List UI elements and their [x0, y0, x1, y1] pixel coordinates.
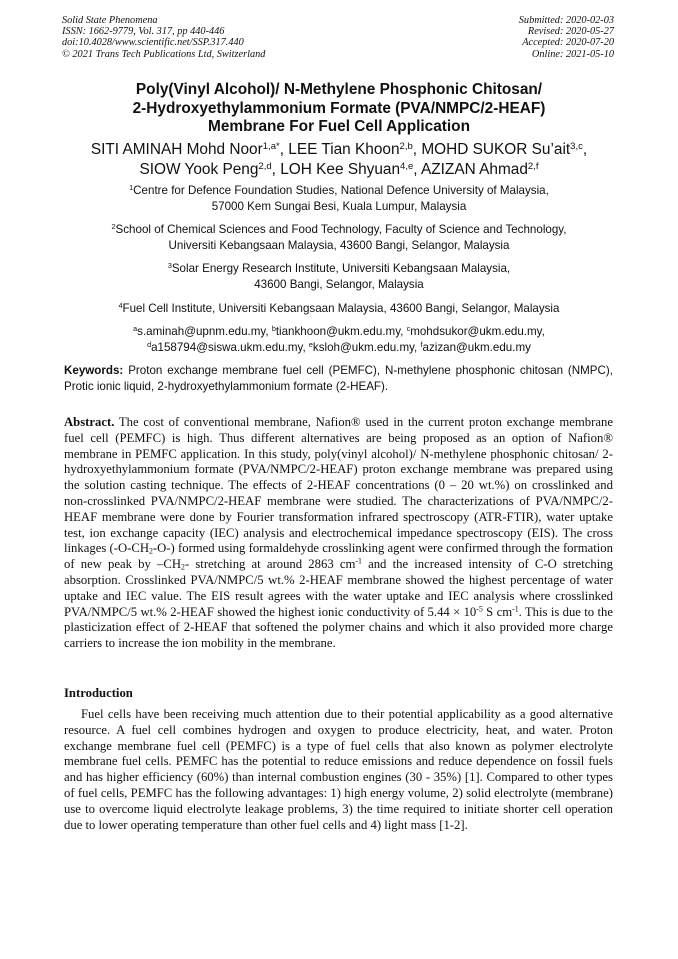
keywords-label: Keywords:: [64, 364, 124, 377]
email-mark: c: [406, 324, 411, 334]
journal-header-right: [519, 15, 614, 60]
email-line: [0, 324, 678, 340]
affiliation-line: [0, 301, 678, 317]
email-mark: a: [133, 324, 138, 334]
author-name: MOHD SUKOR Su’ait: [421, 141, 571, 158]
author-affil-mark: 3,c: [570, 140, 583, 152]
author-line: SIOW Yook Peng$^{2,d}$, LOH Kee Shyuan$^{4,e}$, AZIZAN Ahmad$^{2,f}$: [139, 160, 539, 178]
affiliation: [0, 301, 678, 317]
abstract-subscript: 2: [148, 546, 153, 556]
journal-copyright: © 2021 Trans Tech Publications Ltd, Switzerland: [62, 48, 266, 60]
email-mark: f: [420, 339, 423, 349]
email-link[interactable]: mohdsukor@ukm.edu.my,: [410, 325, 545, 339]
abstract-text: . This is due to the plasticization effect of 2-HEAF that softened the polymer chains and which it also provided more charge carriers to increase the ion mobility in the membrane.: [64, 604, 613, 651]
author-list: [0, 140, 678, 179]
affiliation-number: 3: [167, 261, 172, 271]
journal-header-left: [62, 15, 265, 60]
author-affil-mark: 1,a*: [262, 140, 280, 152]
affiliation-text: School of Chemical Sciences and Food Technology, Faculty of Science and Technology,: [115, 223, 567, 237]
email-link[interactable]: azizan@ukm.edu.my: [422, 340, 531, 354]
affiliation: [0, 222, 678, 253]
author-name: SIOW Yook Peng: [139, 160, 259, 178]
author-name: LEE Tian Khoon: [288, 141, 400, 158]
abstract-text: The cost of conventional membrane, Nafion® used in the current proton exchange membrane fuel cell (PEMFC) is high. Thus different alternatives are being proposed as an option of Nafion® membrane in PEMFC application. In this study, poly(vinyl alcohol)/ N-methylene phosphonic chitosan/ 2-hydroxyethylammonium formate (PVA/NMPC/2-HEAF) proton exchange membrane was prepared using the solution casting technique. The effects of 2-HEAF concentrations (0 – 20 wt.%) on crosslinked and non-crosslinked PVA/NMPC/2-HEAF membrane were studied. The characterizations of PVA/NMPC/2-HEAF membrane were done by Fourier transformation infrared spectroscopy (ATR-FTIR), water uptake test, ion exchange capacity (IEC) analysis and electrochemical impedance spectroscopy (EIS). The cross linkages (-O-CH: [64, 415, 613, 556]
date-revised: Revised: 2020-05-27: [527, 26, 614, 38]
affiliation-text: Centre for Defence Foundation Studies, National Defence University of Malaysia,: [133, 184, 549, 197]
abstract-text: and the increased intensity of C-O stretching absorption. Crosslinked PVA/NMPC/5 wt.% 2-HEAF membrane showed the highest percentage of water uptake and IEC value. The EIS result agrees with the water uptake and IEC analysis where crosslinked PVA/NMPC/5 wt.% 2-HEAF showed the highest ionic conductivity of 5.44 × 10: [64, 557, 613, 619]
author-line: SITI AMINAH Mohd Noor$^{1,a*}$, LEE Tian Khoon$^{2,b}$, MOHD SUKOR Su’ait$^{3,c}$,: [90, 140, 588, 158]
keywords-text: Proton exchange membrane fuel cell (PEMFC), N-methylene phosphonic chitosan (NMPC), Protic ionic liquid, 2-hydroxyethylammonium formate (2-HEAF).: [64, 364, 613, 394]
affiliation-text: Solar Energy Research Institute, Universiti Kebangsaan Malaysia,: [171, 262, 511, 276]
paper-title: [0, 81, 678, 137]
abstract-superscript: -1: [355, 556, 362, 566]
introduction-paragraph: Fuel cells have been receiving much attention due to their potential applicability as a good alternative resource. A fuel cell combines hydrogen and oxygen to produce electricity, heat, and water. Proton exchange membrane fuel cell (PEMFC) is a type of fuel cells that also known as polymer electrolyte membrane fuel cells. PEMFC has the potential to reduce emissions and reduce dependence on fossil fuels and has higher efficiency (60%) than internal combustion engines (30 - 35%) [1]. Compared to other types of fuel cells, PEMFC has the following advantages: 1) high energy volume, 2) solid electrolyte (membrane) use to overcome liquid electrolyte leakage problems, 3) the time required to initiate shorter cell operation due to lower operating temperature than other fuel cells and 4) light mass [1-2].: [64, 707, 613, 832]
affiliation-text: Fuel Cell Institute, Universiti Kebangsaan Malaysia, 43600 Bangi, Selangor, Malaysia: [122, 301, 560, 315]
affiliation-line: 43600 Bangi, Selangor, Malaysia: [254, 277, 424, 291]
abstract-superscript: -1: [512, 604, 519, 614]
author-name: LOH Kee Shyuan: [280, 160, 401, 178]
abstract-block: [64, 415, 613, 652]
affiliation-line: Universiti Kebangsaan Malaysia, 43600 Bangi, Selangor, Malaysia: [168, 238, 510, 252]
title-line: Membrane For Fuel Cell Application: [208, 118, 470, 136]
abstract-text: -O-) formed using formaldehyde crosslinking agent were confirmed through the formation of new peak by –CH: [64, 541, 613, 572]
email-mark: b: [271, 324, 276, 334]
affiliation-number: 1: [129, 183, 134, 193]
date-submitted: Submitted: 2020-02-03: [518, 15, 614, 26]
date-online: Online: 2021-05-10: [531, 48, 614, 60]
affiliation-line: [0, 222, 678, 238]
author-affil-mark: 2,b: [399, 140, 413, 152]
abstract-text: S cm: [482, 604, 513, 619]
author-name: SITI AMINAH Mohd Noor: [90, 141, 263, 158]
abstract-subscript: 2: [181, 562, 185, 572]
title-line: 2-Hydroxyethylammonium Formate (PVA/NMPC/2-HEAF): [132, 99, 546, 117]
email-line: [0, 340, 678, 356]
author-affil-mark: 4,e: [400, 160, 414, 172]
author-affil-mark: 2,d: [258, 160, 272, 172]
email-link[interactable]: a158794@siswa.ukm.edu.my,: [151, 340, 306, 354]
email-link[interactable]: tiankhoon@ukm.edu.my,: [275, 325, 404, 339]
title-line: Poly(Vinyl Alcohol)/ N-Methylene Phosphonic Chitosan/: [135, 81, 543, 98]
introduction-heading: Introduction: [64, 686, 133, 700]
affiliation-number: 4: [118, 300, 123, 310]
affiliation-line: 57000 Kem Sungai Besi, Kuala Lumpur, Malaysia: [211, 199, 467, 213]
affiliation: [0, 261, 678, 292]
journal-doi[interactable]: doi:10.4028/www.scientific.net/SSP.317.440: [62, 37, 244, 49]
affiliation-number: 2: [111, 222, 116, 232]
affiliation: [0, 183, 678, 214]
email-mark: d: [147, 339, 152, 349]
journal-issn: ISSN: 1662-9779, Vol. 317, pp 440-446: [62, 26, 225, 38]
date-accepted: Accepted: 2020-07-20: [522, 37, 614, 49]
abstract-text: - stretching at around 2863 cm: [184, 557, 356, 572]
email-link[interactable]: ksloh@ukm.edu.my,: [312, 340, 418, 354]
affiliation-line: [0, 261, 678, 277]
abstract-superscript: -5: [476, 604, 483, 614]
author-name: AZIZAN Ahmad: [420, 160, 528, 178]
affiliation-line: [0, 183, 678, 199]
email-mark: e: [308, 339, 313, 349]
email-link[interactable]: s.aminah@upnm.edu.my,: [137, 325, 269, 339]
abstract-label: Abstract.: [64, 415, 115, 429]
author-emails: [0, 324, 678, 355]
keywords-block: [64, 363, 613, 396]
journal-name: Solid State Phenomena: [62, 15, 158, 26]
author-affil-mark: 2,f: [527, 160, 539, 172]
affiliations: [0, 183, 678, 355]
